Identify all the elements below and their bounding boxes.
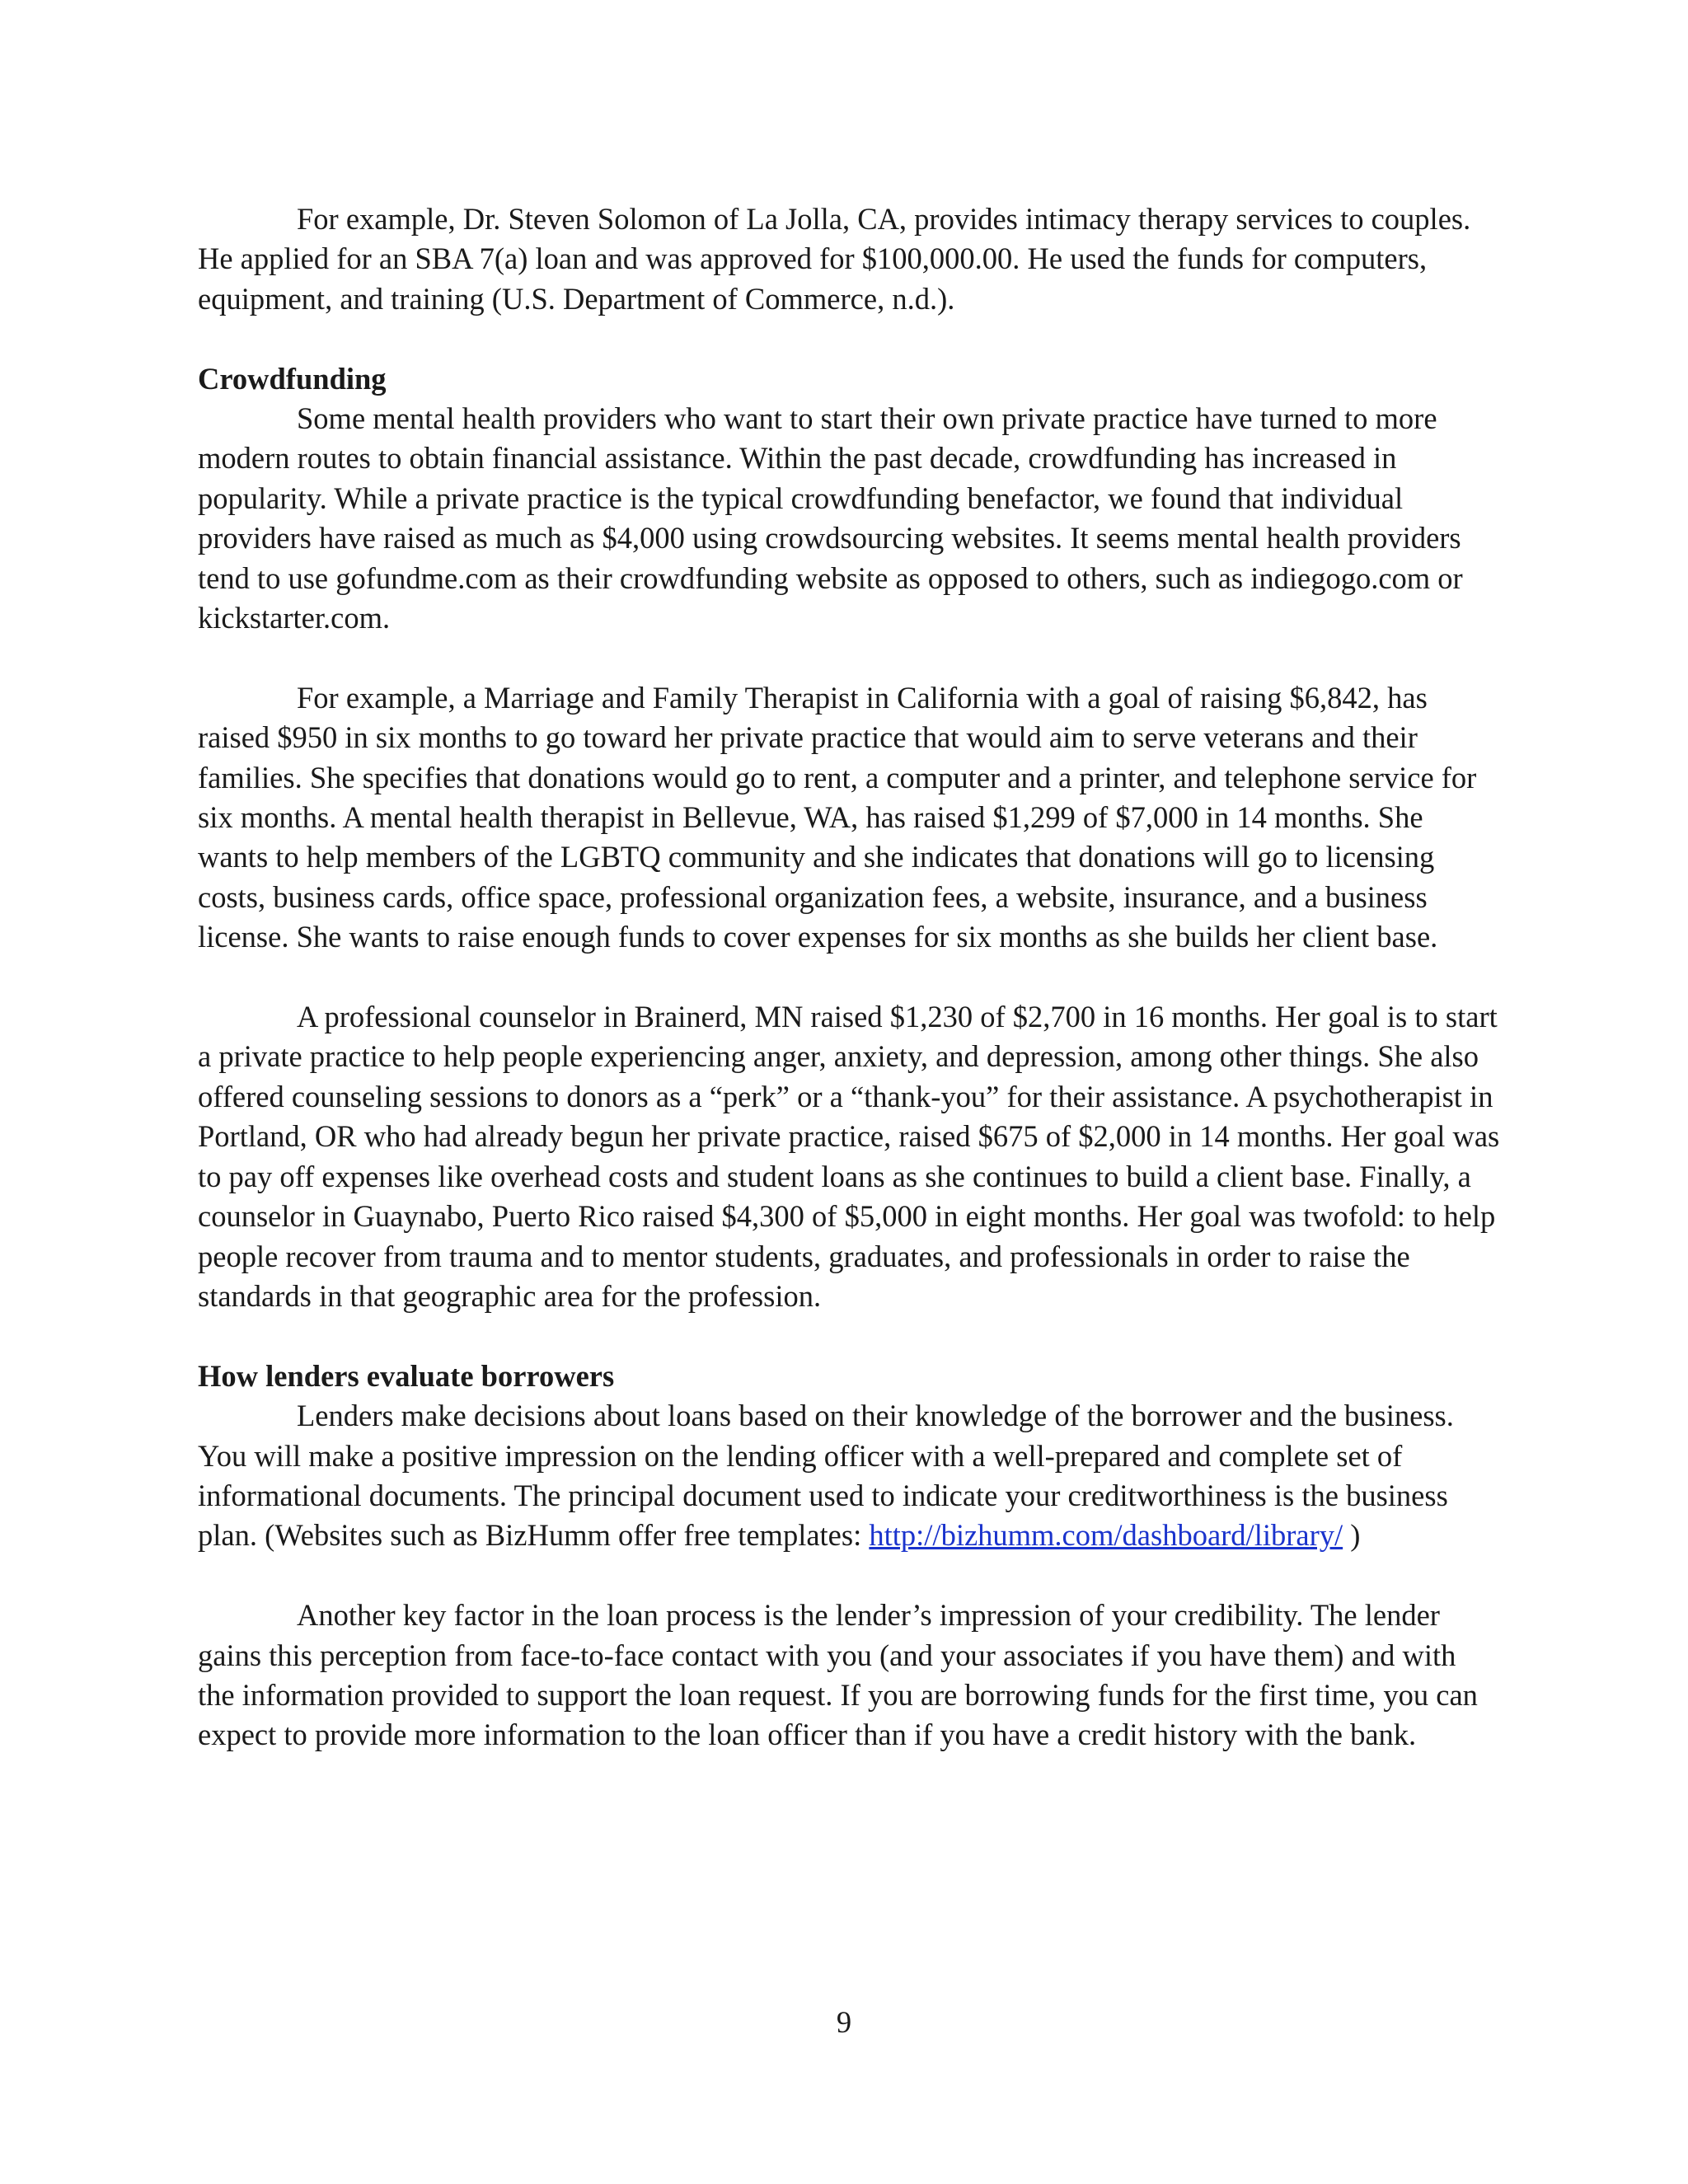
paragraph-crowdfunding-example-2: A professional counselor in Brainerd, MN raised $1,230 of $2,700 in 16 months. Her goal is to start a private practice to help people experiencing anger, anxiety, and depression, among other things. She also offered counseling sessions to donors as a “perk” or a “thank-you” for their assistance. A psychotherapist in Portland, OR who had already begun her private practice, raised $675 of $2,000 in 14 months. Her goal was to pay off expenses like overhead costs and student loans as she continues to build a client base. Finally, a counselor in Guaynabo, Puerto Rico raised $4,300 of $5,000 in eight months. Her goal was twofold: to help people recover from trauma and to mentor students, graduates, and professionals in order to raise the standards in that geographic area for the profession. xyxy=(198,1000,1500,1313)
page-number: 9 xyxy=(836,2005,852,2039)
paragraph-sba-example: For example, Dr. Steven Solomon of La Jolla, CA, provides intimacy therapy services to couples. He applied for an SBA 7(a) loan and was approved for $100,000.00. He used the funds for computers, equipment, and training (U.S. Department of Commerce, n.d.). xyxy=(198,202,1471,316)
bizhumm-link[interactable]: http://bizhumm.com/dashboard/library/ xyxy=(869,1518,1343,1553)
heading-crowdfunding: Crowdfunding xyxy=(198,361,387,396)
paragraph-lenders-decisions xyxy=(198,1396,1500,1556)
document-body xyxy=(198,199,1500,1795)
heading-lenders-evaluate: How lenders evaluate borrowers xyxy=(198,1358,615,1393)
paragraph-credibility: Another key factor in the loan process is the lender’s impression of your credibility. The lender gains this perception from face-to-face contact with you (and your associates if you have them) and with the information provided to support the loan request. If you are borrowing funds for the first time, you can expect to provide more information to the loan officer than if you have a credit history with the bank. xyxy=(198,1598,1478,1752)
paragraph-lenders-close: ) xyxy=(1343,1518,1361,1553)
paragraph-crowdfunding-intro: Some mental health providers who want to start their own private practice have turned to more modern routes to obtain financial assistance. Within the past decade, crowdfunding has increased in popularity. While a private practice is the typical crowdfunding benefactor, we found that individual providers have raised as much as $4,000 using crowdsourcing websites. It seems mental health providers tend to use gofundme.com as their crowdfunding website as opposed to others, such as indiegogo.com or kickstarter.com. xyxy=(198,401,1463,635)
paragraph-crowdfunding-example-1: For example, a Marriage and Family Therapist in California with a goal of raising $6,842, has raised $950 in six months to go toward her private practice that would aim to serve veterans and their families. She specifies that donations would go to rent, a computer and a printer, and telephone service for six months. A mental health therapist in Bellevue, WA, has raised $1,299 of $7,000 in 14 months. She wants to help members of the LGBTQ community and she indicates that donations will go to licensing costs, business cards, office space, professional organization fees, a website, insurance, and a business license. She wants to raise enough funds to cover expenses for six months as she builds her client base. xyxy=(198,680,1477,954)
paragraph-lenders-text: Lenders make decisions about loans based on their knowledge of the borrower and the business. You will make a positive impression on the lending officer with a well-prepared and complete set of informational documents. The principal document used to indicate your creditworthiness is the business plan. (Websites such as BizHumm offer free templates: xyxy=(198,1399,1454,1553)
